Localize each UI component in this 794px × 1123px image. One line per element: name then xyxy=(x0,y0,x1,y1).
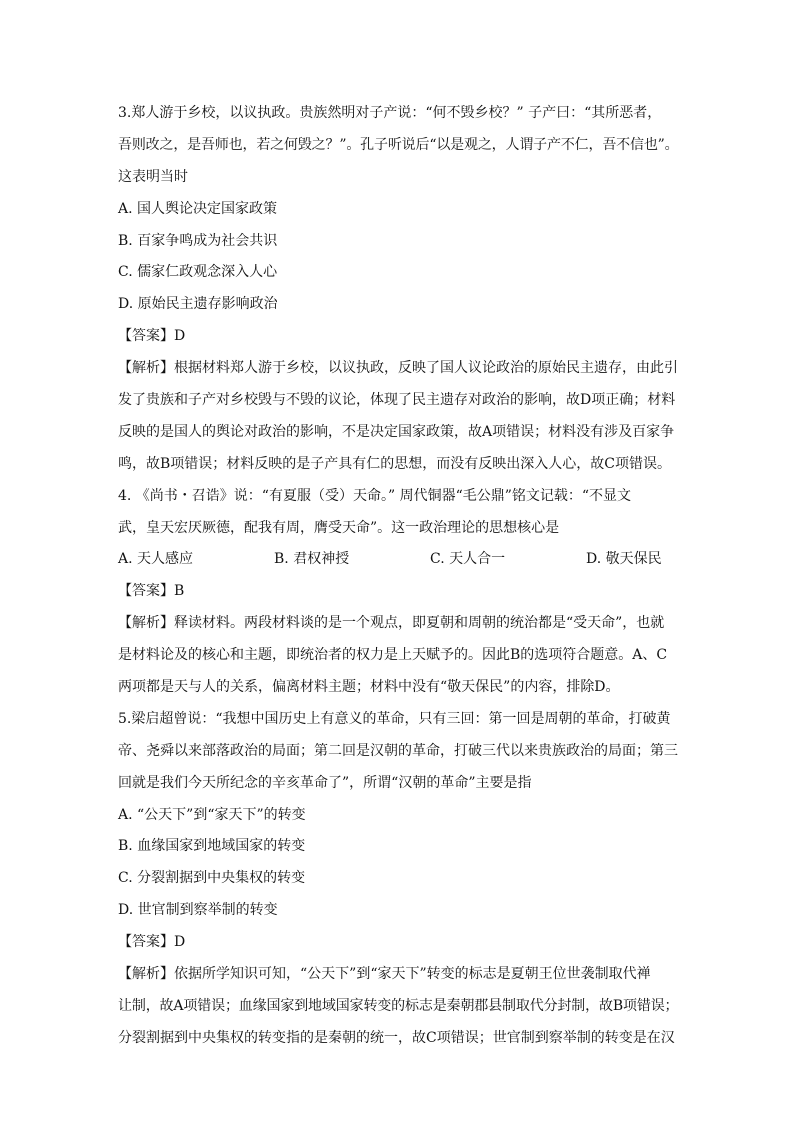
analysis-line: 反映的是国人的舆论对政治的影响，不是决定国家政策，故A项错误；材料没有涉及百家争 xyxy=(118,423,675,440)
option-b: B. 百家争鸣成为社会共识 xyxy=(118,232,278,249)
analysis-line: 发了贵族和子产对乡校毁与不毁的议论，体现了民主遗存对政治的影响，故D项正确；材料 xyxy=(118,392,676,409)
question-3-stem-line: 3.郑人游于乡校，以议执政。贵族然明对子产说：“何不毁乡校？” 子产曰：“其所恶者， xyxy=(118,105,662,121)
question-5-stem-line: 5.梁启超曾说：“我想中国历史上有意义的革命，只有三回：第一回是周朝的革命，打破黄 xyxy=(118,710,671,727)
question-5-stem-line: 帝、尧舜以来部落政治的局面；第二回是汉朝的革命，打破三代以来贵族政治的局面；第三 xyxy=(118,742,678,759)
question-4-stem-line: 武，皇天宏厌厥德，配我有周，膺受天命”。这一政治理论的思想核心是 xyxy=(118,519,560,536)
document-page xyxy=(118,98,678,1055)
analysis-line: 是材料论及的核心和主题，即统治者的权力是上天赋予的。因此B的选项符合题意。A、C xyxy=(118,647,668,664)
question-5-stem-line: 回就是我们今天所纪念的辛亥革命了”，所谓“汉朝的革命”主要是指 xyxy=(118,774,532,791)
option-d: D. 世官制到察举制的转变 xyxy=(118,902,278,919)
analysis-line: 让制，故A项错误；血缘国家到地域国家转变的标志是秦朝郡县制取代分封制，故B项错误； xyxy=(118,997,679,1014)
question-3-stem-line: 这表明当时 xyxy=(118,168,188,185)
analysis-line: 两项都是天与人的关系，偏离材料主题；材料中没有“敬天保民”的内容，排除D。 xyxy=(118,679,620,696)
option-d: D. 原始民主遗存影响政治 xyxy=(118,296,278,313)
analysis-line: 分裂割据到中央集权的转变指的是秦朝的统一，故C项错误；世官制到察举制的转变是在汉 xyxy=(118,1029,675,1046)
option-b: B. 君权神授 xyxy=(274,551,350,568)
analysis-line: 鸣，故B项错误；材料反映的是子产具有仁的思想，而没有反映出深入人心，故C项错误。 xyxy=(118,455,671,472)
question-4-stem-line: 4. 《尚书・召诰》说：“有夏服（受）天命。” 周代铜器“毛公鼎”铭文记载：“不显文 xyxy=(118,487,632,504)
question-3-stem-line: 吾则改之，是吾师也，若之何毁之？”。孔子听说后“以是观之，人谓子产不仁，吾不信也”。 xyxy=(118,136,679,153)
option-c: C. 儒家仁政观念深入人心 xyxy=(118,264,278,281)
option-c: C. 天人合一 xyxy=(430,551,506,568)
analysis-line: 【解析】释读材料。两段材料谈的是一个观点，即夏朝和周朝的统治都是“受天命”，也就 xyxy=(118,615,665,632)
option-d: D. 敬天保民 xyxy=(586,551,662,568)
question-4 xyxy=(118,481,678,704)
option-a: A. “公天下”到“家天下”的转变 xyxy=(118,806,306,823)
option-a: A. 国人舆论决定国家政策 xyxy=(118,200,278,217)
analysis-line: 【解析】根据材料郑人游于乡校，以议执政，反映了国人议论政治的原始民主遗存，由此引 xyxy=(118,360,678,377)
option-b: B. 血缘国家到地域国家的转变 xyxy=(118,838,306,855)
question-5 xyxy=(118,704,678,1055)
question-3 xyxy=(118,98,678,481)
answer-label: 【答案】D xyxy=(118,934,186,951)
answer-label: 【答案】D xyxy=(118,328,186,345)
analysis-line: 【解析】依据所学知识可知，“公天下”到“家天下”转变的标志是夏朝王位世袭制取代禅 xyxy=(118,966,651,983)
option-c: C. 分裂割据到中央集权的转变 xyxy=(118,870,306,887)
answer-label: 【答案】B xyxy=(118,583,185,600)
options-row xyxy=(118,544,678,576)
option-a: A. 天人感应 xyxy=(118,551,194,568)
